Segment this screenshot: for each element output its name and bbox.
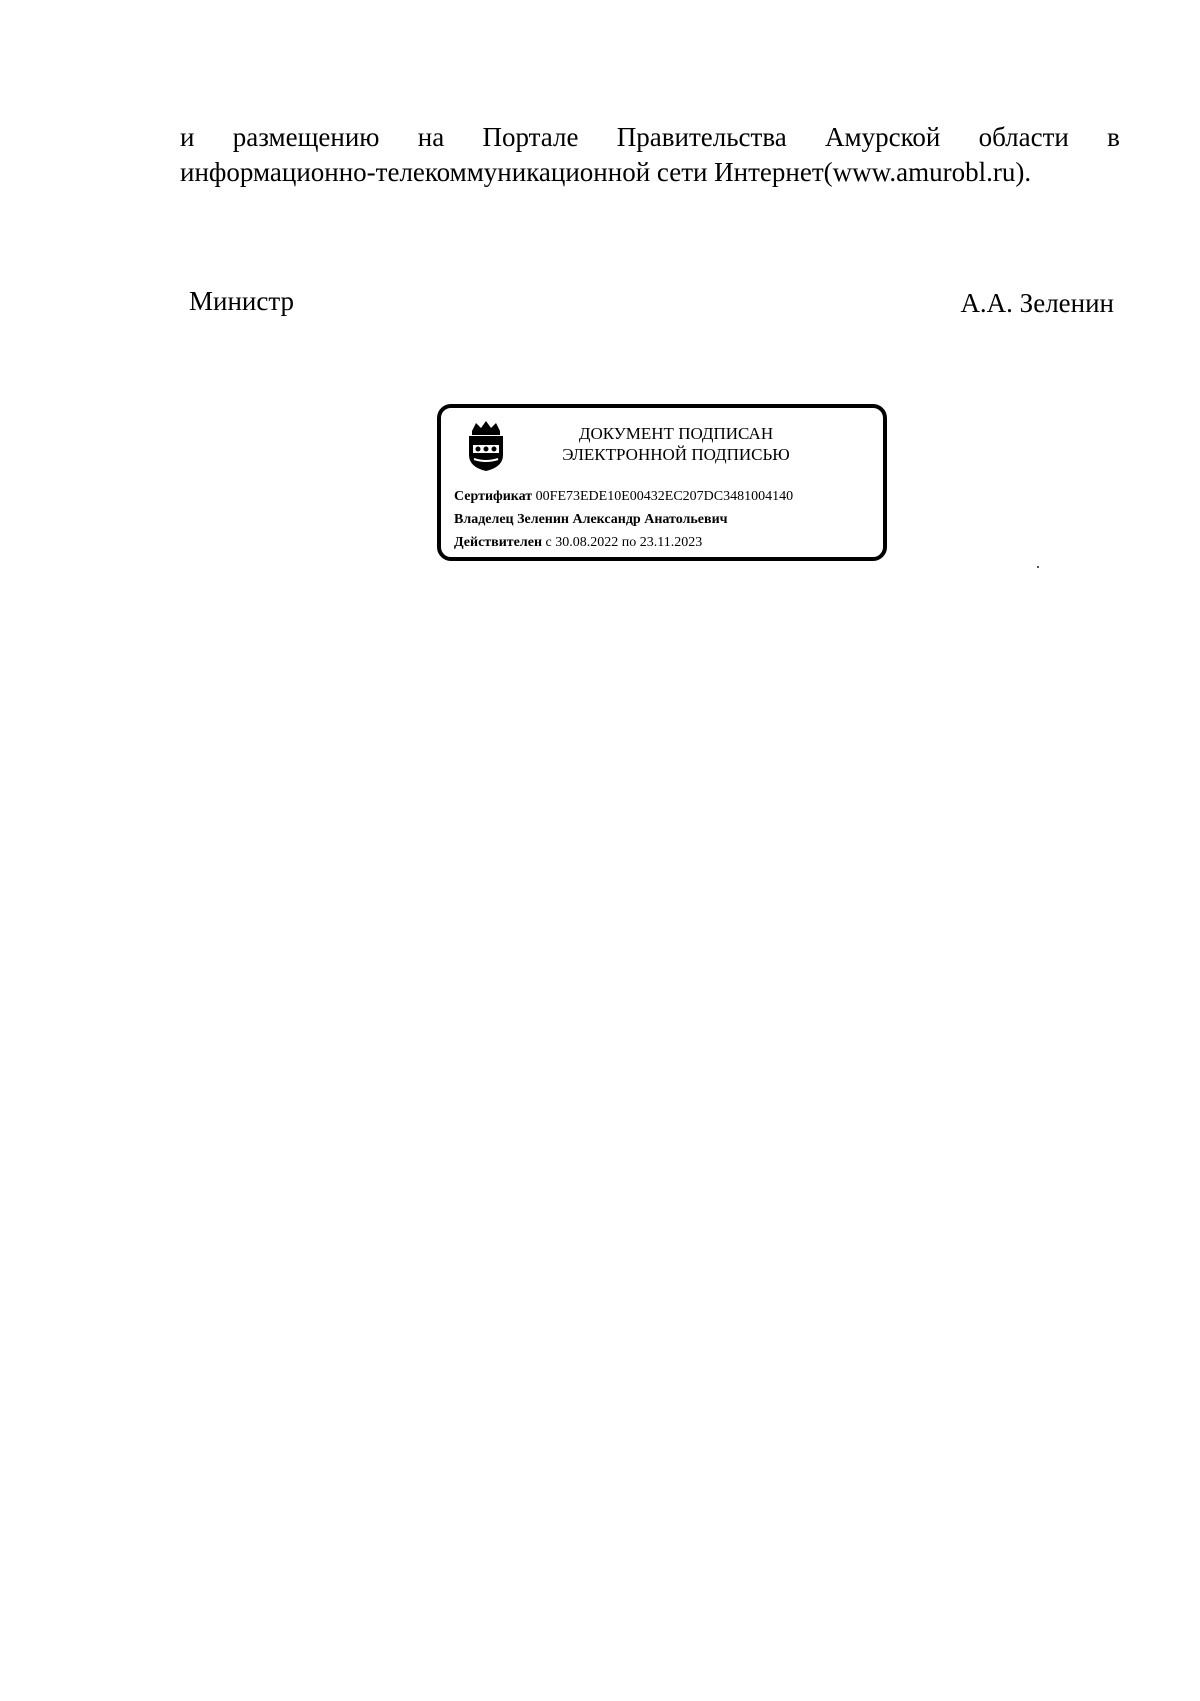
electronic-signature-stamp	[437, 404, 887, 561]
stamp-title: ДОКУМЕНТ ПОДПИСАН ЭЛЕКТРОННОЙ ПОДПИСЬЮ	[562, 424, 790, 464]
body-text-word: на	[417, 122, 445, 152]
body-text-word: размещению	[232, 122, 380, 152]
stamp-validity: Действителен с 30.08.2022 по 23.11.2023	[454, 535, 703, 550]
body-text-line-2: информационно-телекоммуникационной сети Интернет(www.amurobl.ru).	[180, 157, 1032, 187]
body-text-word: Порталe	[482, 122, 579, 152]
body-text-line-1	[180, 120, 1120, 154]
body-text-word: Амурской	[825, 122, 941, 152]
signatory-position: Министр	[189, 286, 294, 316]
stamp-owner: Владелец Зеленин Александр Анатольевич	[454, 512, 728, 527]
scan-speck	[1037, 566, 1039, 568]
body-text-word: Правительства	[616, 122, 787, 152]
signatory-name: А.А. Зеленин	[960, 288, 1114, 318]
body-text-word: и	[180, 122, 195, 152]
coat-of-arms-icon	[464, 419, 508, 473]
body-text-word: области	[978, 122, 1069, 152]
body-text-word: в	[1107, 122, 1120, 152]
stamp-certificate: Сертификат 00FE73EDE10E00432EC207DC3481004140	[454, 489, 794, 504]
